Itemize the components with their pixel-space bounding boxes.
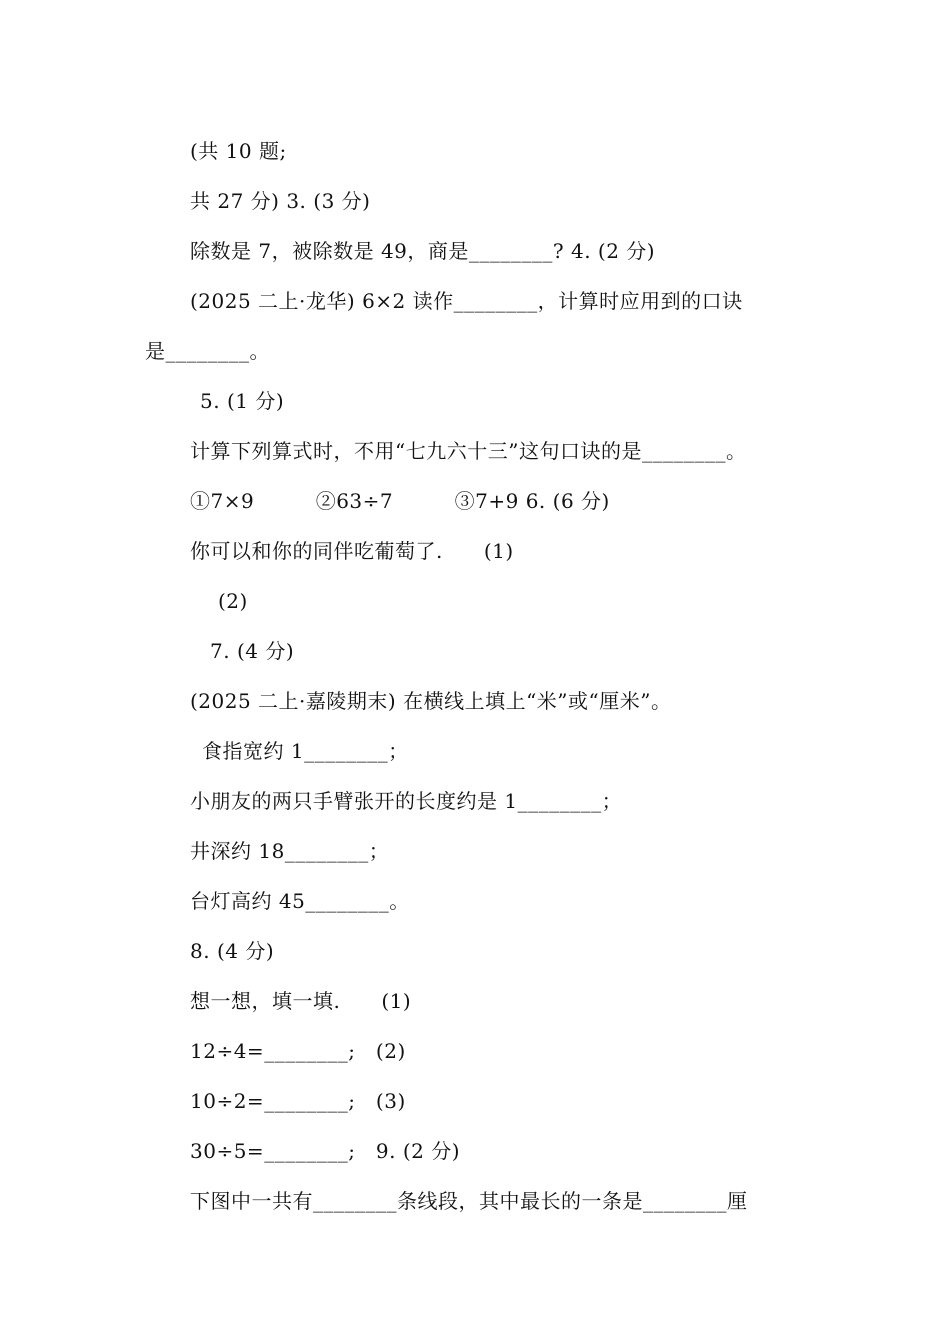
text-line-5: 是________。 xyxy=(145,339,270,363)
text-line-4: (2025 二上·龙华) 6×2 读作________，计算时应用到的口诀 xyxy=(190,289,743,313)
text-line-21: 30÷5=________; 9. (2 分) xyxy=(190,1139,461,1163)
text-line-1: (共 10 题; xyxy=(190,139,287,163)
text-line-6: 5. (1 分) xyxy=(200,389,285,413)
text-line-22: 下图中一共有________条线段，其中最长的一条是________厘 xyxy=(190,1189,748,1213)
text-line-2: 共 27 分) 3. (3 分) xyxy=(190,189,371,213)
text-line-17: 8. (4 分) xyxy=(190,939,275,963)
text-line-15: 井深约 18________； xyxy=(190,839,390,863)
text-line-14: 小朋友的两只手臂张开的长度约是 1________； xyxy=(190,789,623,813)
text-line-20: 10÷2=________; (3) xyxy=(190,1089,406,1113)
text-line-19: 12÷4=________; (2) xyxy=(190,1039,406,1063)
text-line-13: 食指宽约 1________； xyxy=(202,739,409,763)
text-line-12: (2025 二上·嘉陵期末) 在横线上填上“米”或“厘米”。 xyxy=(190,689,672,713)
text-line-10: (2) xyxy=(218,589,248,613)
text-line-11: 7. (4 分) xyxy=(210,639,295,663)
text-line-18: 想一想，填一填. (1) xyxy=(190,989,412,1013)
text-line-9: 你可以和你的同伴吃葡萄了. (1) xyxy=(190,539,514,563)
text-line-3: 除数是 7，被除数是 49，商是________? 4. (2 分) xyxy=(190,239,656,263)
text-line-16: 台灯高约 45________。 xyxy=(190,889,410,913)
text-line-8: ①7×9 ②63÷7 ③7+9 6. (6 分) xyxy=(190,489,610,513)
text-line-7: 计算下列算式时，不用“七九六十三”这句口诀的是________。 xyxy=(190,439,747,463)
